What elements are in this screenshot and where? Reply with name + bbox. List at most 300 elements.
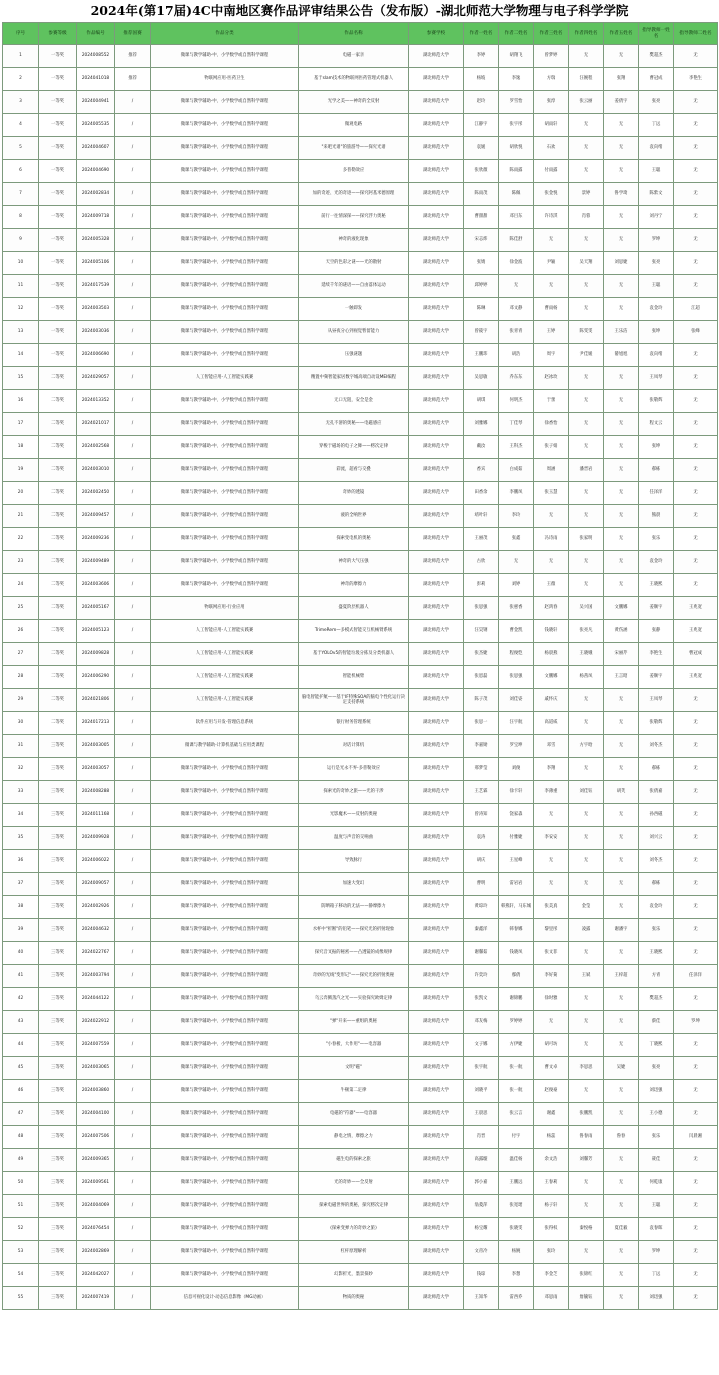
cell-recommend[interactable]: / [115,896,151,919]
cell-work-id[interactable]: 2024017213 [77,712,115,735]
cell-author-3[interactable]: 邓思雨 [534,1287,569,1310]
column-header[interactable]: 作者四姓名 [569,23,604,45]
cell-work-name[interactable]: 神奇的大气压强 [299,551,409,574]
cell-category[interactable]: 微课与教学辅助-中、小学数学或自然科学课程 [151,1057,299,1080]
cell-work-id[interactable]: 2024004100 [77,1103,115,1126]
cell-recommend[interactable]: / [115,367,151,390]
cell-author-2[interactable]: 张宽珺 [499,1195,534,1218]
cell-work-id[interactable]: 2024004632 [77,919,115,942]
cell-idx[interactable]: 50 [3,1172,39,1195]
cell-category[interactable]: 微课与教学辅助-中、小学数学或自然科学课程 [151,1080,299,1103]
cell-advisor-1[interactable]: 张亮 [639,252,674,275]
cell-advisor-2[interactable]: 无 [674,988,718,1011]
cell-advisor-1[interactable]: 刘迅强 [639,1287,674,1310]
cell-work-id[interactable]: 2024005328 [77,229,115,252]
cell-advisor-1[interactable]: 张敬辉 [639,390,674,413]
cell-author-4[interactable]: 无 [569,298,604,321]
cell-category[interactable]: 人工智能应用-人工智能实践赛 [151,620,299,643]
cell-author-1[interactable]: 田香余 [464,482,499,505]
cell-work-name[interactable]: 奇妙的透镜 [299,482,409,505]
cell-author-4[interactable]: 吴兴国 [569,597,604,620]
cell-category[interactable]: 人工智能应用-人工智能实践赛 [151,689,299,712]
cell-author-2[interactable]: 罗宝坤 [499,735,534,758]
cell-school[interactable]: 湖北师范大学 [409,91,464,114]
cell-author-5[interactable]: 无 [604,873,639,896]
cell-author-5[interactable]: 无 [604,45,639,68]
cell-author-1[interactable]: 文子娜 [464,1034,499,1057]
cell-work-id[interactable]: 2024009457 [77,505,115,528]
cell-author-5[interactable]: 谢潘宇 [604,919,639,942]
cell-author-2[interactable]: 刘俊 [499,758,534,781]
cell-work-name[interactable]: "弹"开来——重组的奥秘 [299,1011,409,1034]
cell-author-3[interactable]: 余文浩 [534,1149,569,1172]
cell-category[interactable]: 微课与教学辅助-中、小学数学或自然科学课程 [151,1264,299,1287]
cell-author-3[interactable]: 曹雨杨 [534,298,569,321]
cell-advisor-2[interactable]: 无 [674,574,718,597]
cell-idx[interactable]: 42 [3,988,39,1011]
cell-level[interactable]: 三等奖 [39,942,77,965]
cell-work-name[interactable]: 对话计算机 [299,735,409,758]
column-header[interactable]: 参赛学校 [409,23,464,45]
cell-school[interactable]: 湖北师范大学 [409,873,464,896]
cell-recommend[interactable]: / [115,413,151,436]
cell-advisor-2[interactable]: 无 [674,528,718,551]
cell-recommend[interactable]: / [115,114,151,137]
cell-school[interactable]: 湖北师范大学 [409,1218,464,1241]
cell-author-4[interactable]: 无 [569,827,604,850]
cell-author-4[interactable]: 鲁春雨 [569,1126,604,1149]
cell-author-2[interactable]: 雷岩岩 [499,873,534,896]
cell-author-2[interactable]: 张云言 [499,1103,534,1126]
cell-author-1[interactable]: 黄琼玲 [464,896,499,919]
cell-author-5[interactable]: 王言昭 [604,666,639,689]
cell-category[interactable]: 物联网应用-行业应用 [151,597,299,620]
cell-work-id[interactable]: 2024009828 [77,643,115,666]
cell-level[interactable]: 二等奖 [39,551,77,574]
cell-advisor-2[interactable]: 无 [674,896,718,919]
cell-author-2[interactable]: 张宇彤 [499,114,534,137]
cell-author-3[interactable]: 张文菲 [534,942,569,965]
cell-advisor-1[interactable]: 张静 [639,620,674,643]
cell-work-name[interactable]: 脑电智能护航——基于IF特殊SOA的脑电个性化运行决定支持系统 [299,689,409,712]
cell-idx[interactable]: 18 [3,436,39,459]
cell-level[interactable]: 三等奖 [39,965,77,988]
cell-advisor-2[interactable]: 无 [674,275,718,298]
cell-advisor-2[interactable]: 无 [674,206,718,229]
cell-author-4[interactable]: 景婷 [569,183,604,206]
cell-work-id[interactable]: 2024003036 [77,321,115,344]
cell-school[interactable]: 湖北师范大学 [409,1126,464,1149]
cell-idx[interactable]: 5 [3,137,39,160]
cell-work-id[interactable]: 2024002869 [77,1241,115,1264]
cell-work-id[interactable]: 2024003606 [77,574,115,597]
cell-school[interactable]: 湖北师范大学 [409,298,464,321]
cell-author-2[interactable]: 谢锦鹏 [499,988,534,1011]
cell-idx[interactable]: 21 [3,505,39,528]
cell-recommend[interactable]: / [115,712,151,735]
cell-author-5[interactable]: 鲁春 [604,1126,639,1149]
cell-level[interactable]: 一等奖 [39,91,77,114]
cell-advisor-1[interactable]: 姜顺宇 [639,597,674,620]
cell-author-2[interactable]: 鄢倩 [499,965,534,988]
cell-idx[interactable]: 55 [3,1287,39,1310]
cell-work-id[interactable]: 2024004690 [77,160,115,183]
cell-work-name[interactable]: 幻影折光，墨景探妙 [299,1264,409,1287]
cell-author-3[interactable]: 张玉慧 [534,482,569,505]
cell-advisor-2[interactable]: 无 [674,367,718,390]
cell-work-name[interactable]: 奇妙的光线"变形记"——探究光的折射奥秘 [299,965,409,988]
cell-author-3[interactable]: 杨晨燕 [534,643,569,666]
cell-author-2[interactable]: 罗婷婷 [499,1011,534,1034]
cell-author-4[interactable]: 无 [569,988,604,1011]
cell-school[interactable]: 湖北师范大学 [409,1011,464,1034]
cell-work-name[interactable]: 探索变电机的奥秘 [299,528,409,551]
cell-author-3[interactable]: 无 [534,275,569,298]
cell-author-4[interactable]: 肖蓉 [569,206,604,229]
cell-advisor-1[interactable]: 袁春晖 [639,1218,674,1241]
cell-author-2[interactable]: 刘婷 [499,574,534,597]
cell-advisor-1[interactable]: 罗坤 [639,1241,674,1264]
cell-category[interactable]: 微课与教学辅助-中、小学数学或自然科学课程 [151,505,299,528]
cell-advisor-1[interactable]: 何乾康 [639,1172,674,1195]
cell-work-id[interactable]: 2024003065 [77,1057,115,1080]
cell-advisor-2[interactable]: 无 [674,1080,718,1103]
cell-category[interactable]: 微课与教学辅助-中、小学数学或自然科学课程 [151,206,299,229]
cell-author-3[interactable]: 周涵 [534,459,569,482]
cell-author-4[interactable]: 张云丽 [569,91,604,114]
cell-idx[interactable]: 47 [3,1103,39,1126]
cell-idx[interactable]: 36 [3,850,39,873]
cell-category[interactable]: 微课与教学辅助-中、小学数学或自然科学课程 [151,965,299,988]
cell-advisor-1[interactable]: 熊晨 [639,505,674,528]
cell-author-2[interactable]: 陈佳舒 [499,229,534,252]
cell-recommend[interactable]: / [115,298,151,321]
cell-idx[interactable]: 20 [3,482,39,505]
cell-level[interactable]: 一等奖 [39,137,77,160]
cell-author-3[interactable]: 李安安 [534,827,569,850]
cell-school[interactable]: 湖北师范大学 [409,1080,464,1103]
cell-author-2[interactable]: 王星峰 [499,850,534,873]
cell-school[interactable]: 湖北师范大学 [409,896,464,919]
cell-idx[interactable]: 29 [3,689,39,712]
cell-author-5[interactable]: 无 [604,505,639,528]
column-header[interactable]: 序号 [3,23,39,45]
cell-level[interactable]: 二等奖 [39,505,77,528]
cell-author-1[interactable]: 张杰婕 [464,643,499,666]
cell-author-5[interactable]: 无 [604,367,639,390]
cell-advisor-1[interactable]: 王凤琴 [639,689,674,712]
cell-idx[interactable]: 24 [3,574,39,597]
cell-advisor-2[interactable]: 无 [674,45,718,68]
cell-school[interactable]: 湖北师范大学 [409,390,464,413]
cell-author-3[interactable]: 张金悦 [534,183,569,206]
cell-idx[interactable]: 43 [3,1011,39,1034]
cell-author-5[interactable]: 无 [604,850,639,873]
cell-level[interactable]: 二等奖 [39,367,77,390]
cell-category[interactable]: 微课与教学辅助-中、小学数学或自然科学课程 [151,298,299,321]
cell-idx[interactable]: 4 [3,114,39,137]
cell-work-name[interactable]: 运行是光永不弃-多普勒效应 [299,758,409,781]
cell-recommend[interactable]: / [115,666,151,689]
cell-work-name[interactable]: 加速大变幻 [299,873,409,896]
cell-idx[interactable]: 14 [3,344,39,367]
cell-author-2[interactable]: 罗雪怡 [499,91,534,114]
cell-work-id[interactable]: 2024009057 [77,873,115,896]
cell-author-4[interactable]: 张家明 [569,528,604,551]
cell-work-name[interactable]: 导致脉行 [299,850,409,873]
cell-level[interactable]: 一等奖 [39,344,77,367]
cell-work-id[interactable]: 2024007419 [77,1287,115,1310]
cell-idx[interactable]: 48 [3,1126,39,1149]
cell-idx[interactable]: 34 [3,804,39,827]
cell-school[interactable]: 湖北师范大学 [409,459,464,482]
cell-recommend[interactable]: / [115,275,151,298]
cell-author-4[interactable]: 李思思 [569,1057,604,1080]
cell-author-3[interactable]: 无 [534,229,569,252]
cell-work-id[interactable]: 2024021806 [77,689,115,712]
cell-work-id[interactable]: 2024003005 [77,735,115,758]
cell-author-4[interactable]: 无 [569,137,604,160]
cell-author-2[interactable]: 付宇 [499,1126,534,1149]
cell-author-1[interactable]: 陈雨茂 [464,183,499,206]
cell-author-5[interactable]: 无 [604,551,639,574]
cell-author-1[interactable]: 袁媛 [464,137,499,160]
column-header[interactable]: 作品名称 [299,23,409,45]
cell-level[interactable]: 三等奖 [39,1264,77,1287]
cell-author-3[interactable]: 杨子轩 [534,1195,569,1218]
cell-category[interactable]: 微课与教学辅助-中、小学数学或自然科学课程 [151,1218,299,1241]
cell-author-1[interactable]: 郭小嘉 [464,1172,499,1195]
cell-work-id[interactable]: 2024003794 [77,965,115,988]
cell-author-1[interactable]: 香宾 [464,459,499,482]
cell-work-name[interactable]: 精置中频智能家居数字城高端自动设MEI编程 [299,367,409,390]
cell-author-2[interactable]: 温佳杨 [499,1149,534,1172]
cell-level[interactable]: 三等奖 [39,1218,77,1241]
cell-author-1[interactable]: 肖晋 [464,1126,499,1149]
cell-author-1[interactable]: 张欣薇 [464,160,499,183]
cell-author-3[interactable]: 付雨露 [534,160,569,183]
cell-category[interactable]: 微课与教学辅助-中、小学数学或自然科学课程 [151,574,299,597]
cell-recommend[interactable]: 推荐 [115,68,151,91]
cell-author-5[interactable]: 无 [604,735,639,758]
cell-work-id[interactable]: 2024004607 [77,137,115,160]
cell-work-id[interactable]: 2024003860 [77,1080,115,1103]
cell-author-4[interactable]: 无 [569,390,604,413]
cell-author-4[interactable]: 无 [569,551,604,574]
cell-advisor-2[interactable]: 无 [674,436,718,459]
cell-author-4[interactable]: 秦悦格 [569,1218,604,1241]
cell-recommend[interactable]: / [115,643,151,666]
cell-author-3[interactable]: 于蕾 [534,390,569,413]
cell-author-2[interactable]: 李鹏凤 [499,482,534,505]
cell-recommend[interactable]: / [115,390,151,413]
cell-level[interactable]: 一等奖 [39,68,77,91]
column-header[interactable]: 参赛等级 [39,23,77,45]
cell-work-id[interactable]: 2024002568 [77,436,115,459]
cell-author-3[interactable]: 徐香怡 [534,413,569,436]
cell-author-4[interactable]: 无 [569,1034,604,1057]
cell-author-2[interactable]: 无 [499,275,534,298]
cell-author-4[interactable]: 无 [569,1172,604,1195]
cell-category[interactable]: 微课与教学辅助-中、小学数学或自然科学课程 [151,804,299,827]
cell-level[interactable]: 三等奖 [39,1034,77,1057]
cell-work-id[interactable]: 2024003010 [77,459,115,482]
cell-author-1[interactable]: 刘雅娜 [464,413,499,436]
cell-work-id[interactable]: 2024022912 [77,1011,115,1034]
cell-author-3[interactable]: 杨蕊 [534,1126,569,1149]
cell-idx[interactable]: 11 [3,275,39,298]
cell-category[interactable]: 微课与教学辅助-中、小学数学或自然科学课程 [151,91,299,114]
cell-author-4[interactable]: 杨茜凤 [569,666,604,689]
cell-author-2[interactable]: 徐金波 [499,252,534,275]
cell-recommend[interactable]: / [115,827,151,850]
cell-author-5[interactable]: 夏佳毅 [604,1218,639,1241]
cell-work-name[interactable]: 静电之情，摩擦之力 [299,1126,409,1149]
cell-advisor-1[interactable]: 丁远 [639,1264,674,1287]
cell-idx[interactable]: 15 [3,367,39,390]
cell-author-4[interactable]: 金莹 [569,896,604,919]
cell-advisor-1[interactable]: 聂佳 [639,1149,674,1172]
cell-work-name[interactable]: 前行一往情深探——探究浮力奥秘 [299,206,409,229]
cell-author-1[interactable]: 刘晓平 [464,1080,499,1103]
cell-work-id[interactable]: 2024008552 [77,45,115,68]
cell-author-4[interactable]: 张锦红 [569,1264,604,1287]
cell-author-2[interactable]: 方伊婕 [499,1034,534,1057]
cell-school[interactable]: 湖北师范大学 [409,643,464,666]
cell-work-name[interactable]: 穿梭于磁场的电子之舞——楞次定律 [299,436,409,459]
cell-work-name[interactable]: 从昼夜分心到视觉暂留能力 [299,321,409,344]
column-header[interactable]: 作品编号 [77,23,115,45]
cell-category[interactable]: 人工智能应用-人工智能实践赛 [151,643,299,666]
cell-author-2[interactable]: 胡浩 [499,344,534,367]
cell-author-3[interactable]: 李金芝 [534,1264,569,1287]
cell-advisor-1[interactable]: 任泽洋 [639,482,674,505]
cell-school[interactable]: 湖北师范大学 [409,1057,464,1080]
cell-advisor-1[interactable]: 蔡佳 [639,1011,674,1034]
cell-work-name[interactable]: 探索光的奇妙之旅——光的干涉 [299,781,409,804]
cell-author-4[interactable]: 张亮凡 [569,620,604,643]
cell-category[interactable]: 微课与教学辅助-中、小学数学或自然科学课程 [151,1241,299,1264]
cell-author-1[interactable]: 谢馨茹 [464,942,499,965]
cell-author-1[interactable]: 邓友梅 [464,1011,499,1034]
cell-work-name[interactable]: 《探索变弹力的奇妙之旅》 [299,1218,409,1241]
cell-work-name[interactable]: 盛夏阶层机器人 [299,597,409,620]
cell-recommend[interactable]: / [115,459,151,482]
cell-school[interactable]: 湖北师范大学 [409,482,464,505]
cell-author-4[interactable]: 凌露 [569,919,604,942]
cell-work-id[interactable]: 2024006022 [77,850,115,873]
cell-author-2[interactable]: 乔东东 [499,367,534,390]
cell-idx[interactable]: 9 [3,229,39,252]
cell-author-1[interactable]: 吴思敏 [464,367,499,390]
cell-author-4[interactable]: 无 [569,850,604,873]
cell-author-3[interactable]: 谢鑫 [534,1103,569,1126]
cell-author-5[interactable]: 黄伤涵 [604,620,639,643]
cell-work-id[interactable]: 2024004941 [77,91,115,114]
cell-advisor-1[interactable]: 刘冬杰 [639,850,674,873]
cell-author-1[interactable]: 古欣 [464,551,499,574]
cell-idx[interactable]: 53 [3,1241,39,1264]
cell-advisor-1[interactable]: 樊超杰 [639,988,674,1011]
cell-author-3[interactable]: 赵俊豪 [534,1080,569,1103]
cell-author-4[interactable]: 吴天翔 [569,252,604,275]
cell-advisor-1[interactable]: 曹冠成 [639,68,674,91]
cell-author-3[interactable]: 张得权 [534,1218,569,1241]
cell-author-4[interactable]: 无 [569,45,604,68]
cell-author-1[interactable]: 陈琳 [464,298,499,321]
cell-author-4[interactable]: 无 [569,436,604,459]
cell-school[interactable]: 湖北师范大学 [409,735,464,758]
cell-advisor-2[interactable]: 无 [674,942,718,965]
cell-advisor-1[interactable]: 刘丹宁 [639,206,674,229]
cell-work-id[interactable]: 2024011168 [77,804,115,827]
cell-author-1[interactable]: 袁涛 [464,827,499,850]
cell-author-2[interactable]: 韩春娜 [499,919,534,942]
cell-category[interactable]: 微课与教学辅助-中、小学数学或自然科学课程 [151,436,299,459]
cell-advisor-2[interactable]: 任泽洋 [674,965,718,988]
cell-idx[interactable]: 37 [3,873,39,896]
cell-level[interactable]: 一等奖 [39,160,77,183]
cell-school[interactable]: 湖北师范大学 [409,781,464,804]
cell-category[interactable]: 微课与教学辅助-中、小学数学或自然科学课程 [151,482,299,505]
cell-recommend[interactable]: / [115,758,151,781]
cell-recommend[interactable]: / [115,850,151,873]
cell-level[interactable]: 三等奖 [39,988,77,1011]
cell-work-name[interactable]: 基于slam技术的物联网医药管理式机器人 [299,68,409,91]
cell-author-1[interactable]: 张恩磊 [464,666,499,689]
cell-recommend[interactable]: / [115,183,151,206]
cell-work-id[interactable]: 2024005123 [77,620,115,643]
cell-level[interactable]: 三等奖 [39,919,77,942]
cell-category[interactable]: 微课与教学辅助-中、小学数学或自然科学课程 [151,229,299,252]
cell-author-4[interactable]: 无 [569,873,604,896]
cell-author-4[interactable]: 无 [569,574,604,597]
cell-author-5[interactable]: 无 [604,1011,639,1034]
cell-idx[interactable]: 31 [3,735,39,758]
cell-author-3[interactable]: 无 [534,551,569,574]
cell-author-2[interactable]: 雷西乔 [499,1287,534,1310]
cell-advisor-2[interactable]: 曹冠成 [674,643,718,666]
cell-school[interactable]: 湖北师范大学 [409,160,464,183]
cell-author-3[interactable]: 戚怀庆 [534,689,569,712]
cell-author-1[interactable]: 汪昊钢 [464,620,499,643]
cell-author-1[interactable]: 钱琼 [464,1264,499,1287]
cell-advisor-2[interactable]: 无 [674,459,718,482]
cell-recommend[interactable]: / [115,919,151,942]
cell-idx[interactable]: 35 [3,827,39,850]
cell-author-2[interactable]: 饶家淼 [499,804,534,827]
cell-author-5[interactable]: 无 [604,689,639,712]
cell-author-5[interactable]: 无 [604,137,639,160]
cell-author-2[interactable]: 胡欣悦 [499,137,534,160]
cell-author-4[interactable]: 詹毓钰 [569,1287,604,1310]
cell-recommend[interactable]: / [115,620,151,643]
cell-recommend[interactable]: / [115,436,151,459]
cell-level[interactable]: 三等奖 [39,1149,77,1172]
cell-idx[interactable]: 54 [3,1264,39,1287]
cell-idx[interactable]: 26 [3,620,39,643]
cell-advisor-1[interactable]: 樊超杰 [639,45,674,68]
cell-school[interactable]: 湖北师范大学 [409,965,464,988]
cell-work-id[interactable]: 2024002450 [77,482,115,505]
cell-author-2[interactable]: 何明杰 [499,390,534,413]
cell-recommend[interactable]: / [115,252,151,275]
cell-author-4[interactable]: 无 [569,413,604,436]
cell-level[interactable]: 三等奖 [39,804,77,827]
cell-idx[interactable]: 30 [3,712,39,735]
cell-advisor-1[interactable]: 张坤 [639,321,674,344]
cell-author-4[interactable]: 无 [569,942,604,965]
